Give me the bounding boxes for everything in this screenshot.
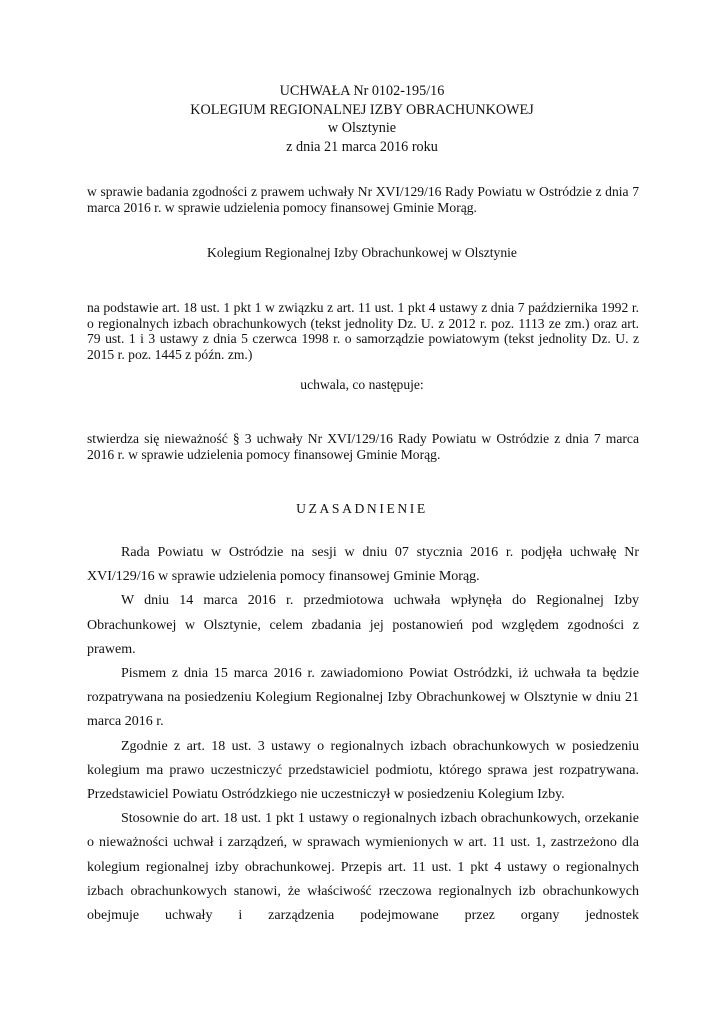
resolution-header	[0, 82, 724, 156]
decision-text: stwierdza się nieważność § 3 uchwały Nr XVI/129/16 Rady Powiatu w Ostródzie z dnia 7 marca 2016 r. w sprawie udzielenia pomocy finansowej Gminie Morąg.	[87, 431, 639, 462]
resolution-number: UCHWAŁA Nr 0102-195/16	[279, 83, 445, 99]
justification-paragraph: Pismem z dnia 15 marca 2016 r. zawiadomiono Powiat Ostródzki, iż uchwała ta będzie rozpatrywana na posiedzeniu Kolegium Regionalnej Izby Obrachunkowej w Olsztynie w dniu 21 marca 2016 r.	[87, 666, 639, 730]
justification-paragraph: W dniu 14 marca 2016 r. przedmiotowa uchwała wpłynęła do Regionalnej Izby Obrachunkowej w Olsztynie, celem zbadania jej postanowień pod względem zgodności z prawem.	[87, 593, 639, 657]
issuing-city: w Olsztynie	[327, 120, 397, 136]
resolution-date: z dnia 21 marca 2016 roku	[286, 138, 438, 155]
resolution-subject: w sprawie badania zgodności z prawem uchwały Nr XVI/129/16 Rady Powiatu w Ostródzie z dnia 7 marca 2016 r. w sprawie udzielenia pomocy finansowej Gminie Morąg.	[87, 184, 639, 215]
justification-paragraph: Zgodnie z art. 18 ust. 3 ustawy o regionalnych izbach obrachunkowych w posiedzeniu kolegium ma prawo uczestniczyć przedstawiciel podmiotu, którego sprawa jest rozpatrywana. Przedstawiciel Powiatu Ostródzkiego nie uczestniczył w posiedzeniu Kolegium Izby.	[87, 738, 639, 803]
issuing-body: KOLEGIUM REGIONALNEJ IZBY OBRACHUNKOWEJ	[190, 101, 534, 118]
justification-body	[87, 541, 639, 924]
body-name: Kolegium Regionalnej Izby Obrachunkowej w Olsztynie	[207, 245, 517, 260]
justification-paragraph: Stosownie do art. 18 ust. 1 pkt 1 ustawy o regionalnych izbach obrachunkowych, orzekanie o nieważności uchwał i zarządzeń, w sprawach wymienionych w art. 11 ust. 1, zastrzeżono dla kolegium regionalnej izby obrachunkowej. Przepis art. 11 ust. 1 pkt 4 ustawy o regionalnych izbach obrachunkowych stanowi, że właściwość rzeczowa regionalnych izb obrachunkowych obejmuje uchwały i zarządzenia podejmowane przez organy jednostek	[87, 811, 639, 924]
justification-paragraph: Rada Powiatu w Ostródzie na sesji w dniu 07 stycznia 2016 r. podjęła uchwałę Nr XVI/129/16 w sprawie udzielenia pomocy finansowej Gminie Morąg.	[87, 545, 639, 585]
legal-basis: na podstawie art. 18 ust. 1 pkt 1 w związku z art. 11 ust. 1 pkt 4 ustawy z dnia 7 października 1992 r. o regionalnych izbach obrachunkowych (tekst jednolity Dz. U. z 2012 r. poz. 1113 ze zm.) oraz art. 79 ust. 1 i 3 ustawy z dnia 5 czerwca 1998 r. o samorządzie powiatowym (tekst jednolity Dz. U. z 2015 r. poz. 1445 z późn. zm.)	[87, 300, 639, 362]
justification-heading: UZASADNIENIE	[296, 501, 428, 516]
resolves-line: uchwala, co następuje:	[300, 377, 424, 392]
